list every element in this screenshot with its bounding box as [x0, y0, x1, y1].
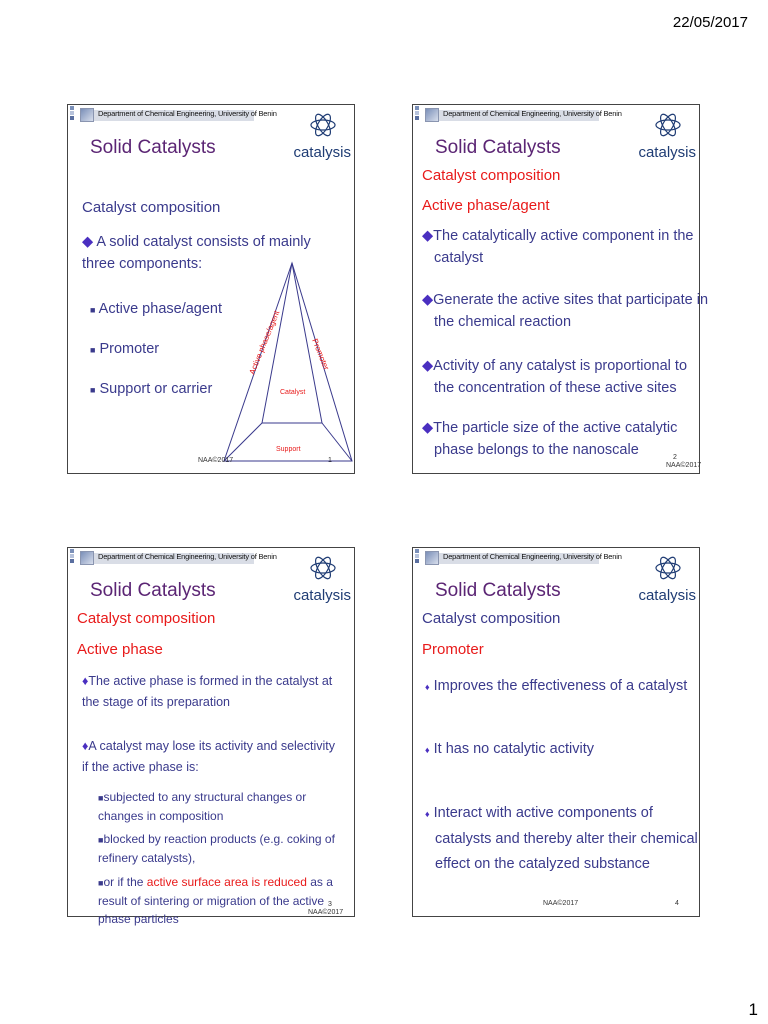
- sub-bullet-item: [98, 788, 348, 825]
- logo-text: catalysis: [638, 587, 696, 604]
- slide-subheading: Active phase: [77, 641, 163, 658]
- square-bullet-icon: ■: [90, 305, 96, 315]
- slide-number: 4: [675, 900, 679, 907]
- department-label: Department of Chemical Engineering, University of Benin: [443, 552, 622, 561]
- component-label: Promoter: [99, 341, 160, 357]
- atom-icon: [654, 108, 682, 142]
- bullet-item: [425, 738, 705, 761]
- sub-bullet-item: [98, 873, 348, 928]
- square-bullet-icon: ■: [98, 878, 104, 888]
- small-diamond-bullet-icon: ♦: [425, 809, 430, 819]
- page-number: 1: [748, 1000, 758, 1019]
- slide-title: Solid Catalysts: [435, 137, 561, 158]
- slide-heading: Catalyst composition: [77, 610, 216, 627]
- bullet-text: The particle size of the active catalytic phase belongs to the nanoscale: [433, 420, 678, 458]
- atom-icon: [309, 108, 337, 142]
- sub-bullet-text: subjected to any structural changes or changes in composition: [98, 790, 307, 823]
- slide-footer: NAA©2017: [666, 462, 702, 469]
- diamond-bullet-icon: ◆: [422, 358, 434, 374]
- diamond-bullet-icon: ◆: [422, 292, 434, 308]
- slide-number: 3: [328, 901, 332, 908]
- slide-heading: Catalyst composition: [82, 199, 221, 216]
- square-bullet-icon: ■: [90, 345, 96, 355]
- small-diamond-bullet-icon: ♦: [82, 739, 89, 753]
- bullet-item: [82, 671, 344, 713]
- slide-footer: NAA©2017: [198, 457, 234, 464]
- catalysis-logo: [640, 551, 696, 607]
- slide-3: [67, 547, 355, 926]
- catalyst-triangle-diagram: [218, 255, 354, 465]
- small-diamond-bullet-icon: ♦: [82, 674, 89, 688]
- component-item: [90, 298, 222, 321]
- department-icon: [80, 108, 94, 122]
- slide-footer: NAA©2017: [308, 909, 344, 916]
- slide-title: Solid Catalysts: [90, 137, 216, 158]
- bullet-text: A catalyst may lose its activity and selectivity if the active phase is:: [82, 739, 336, 774]
- intro-text: A solid catalyst consists of mainly three components:: [82, 234, 311, 272]
- catalysis-logo: [295, 551, 351, 607]
- slide-subheading: Promoter: [422, 641, 484, 658]
- diamond-bullet-icon: ◆: [82, 234, 94, 250]
- small-diamond-bullet-icon: ♦: [425, 682, 430, 692]
- department-label: Department of Chemical Engineering, University of Benin: [98, 109, 277, 118]
- logo-text: catalysis: [293, 587, 351, 604]
- catalysis-logo: [295, 108, 351, 164]
- diagram-label-active: Active phase/agent: [247, 309, 282, 376]
- bullet-item: [422, 355, 710, 399]
- slide-footer: NAA©2017: [543, 900, 579, 907]
- page-date: 22/05/2017: [672, 14, 748, 31]
- slide-subheading: Active phase/agent: [422, 197, 550, 214]
- slide-title: Solid Catalysts: [90, 580, 216, 601]
- slide-1: [67, 104, 355, 474]
- bullet-text: Improves the effectiveness of a catalyst: [433, 678, 688, 694]
- component-item: [90, 378, 212, 401]
- bullet-item: [425, 675, 705, 698]
- slide-number: 1: [328, 457, 332, 464]
- sub-bullet-text: blocked by reaction products (e.g. coking of refinery catalysts),: [98, 832, 335, 865]
- bullet-item: [82, 736, 344, 778]
- logo-text: catalysis: [293, 144, 351, 161]
- diagram-label-catalyst: Catalyst: [280, 389, 306, 396]
- atom-icon: [309, 551, 337, 585]
- component-label: Active phase/agent: [98, 301, 223, 317]
- component-label: Support or carrier: [99, 381, 213, 397]
- header-strip: [70, 105, 76, 125]
- bullet-text: Activity of any catalyst is proportional to the concentration of these active sites: [433, 358, 688, 396]
- bullet-item: [422, 417, 710, 461]
- diagram-label-support: Support: [276, 446, 301, 453]
- square-bullet-icon: ■: [90, 385, 96, 395]
- bullet-item: [422, 225, 710, 269]
- component-item: [90, 338, 159, 361]
- square-bullet-icon: ■: [98, 835, 104, 845]
- department-icon: [425, 108, 439, 122]
- atom-icon: [654, 551, 682, 585]
- diagram-label-promoter: Promoter: [310, 337, 331, 372]
- slide-number: 2: [673, 454, 677, 461]
- slide-title: Solid Catalysts: [435, 580, 561, 601]
- bullet-text: Interact with active components of catalysts and thereby alter their chemical effect on the catalyzed substance: [433, 805, 698, 872]
- bullet-item: [425, 801, 705, 877]
- diamond-bullet-icon: ◆: [422, 228, 434, 244]
- department-label: Department of Chemical Engineering, University of Benin: [443, 109, 622, 118]
- catalysis-logo: [640, 108, 696, 164]
- small-diamond-bullet-icon: ♦: [425, 745, 430, 755]
- department-icon: [80, 551, 94, 565]
- sub-bullet-text-highlight: active surface area is reduced: [146, 875, 307, 889]
- header-strip: [415, 105, 421, 125]
- department-icon: [425, 551, 439, 565]
- bullet-text: The catalytically active component in the catalyst: [433, 228, 694, 266]
- bullet-text: Generate the active sites that participate in the chemical reaction: [433, 292, 709, 330]
- bullet-text: It has no catalytic activity: [433, 741, 594, 757]
- slide-2: [412, 104, 709, 474]
- bullet-item: [422, 289, 710, 333]
- sub-bullet-item: [98, 830, 348, 867]
- slide-heading: Catalyst composition: [422, 167, 561, 184]
- bullet-text: The active phase is formed in the catalyst at the stage of its preparation: [82, 674, 333, 709]
- square-bullet-icon: ■: [98, 793, 104, 803]
- diamond-bullet-icon: ◆: [422, 420, 434, 436]
- slide-heading: Catalyst composition: [422, 610, 561, 627]
- department-label: Department of Chemical Engineering, University of Benin: [98, 552, 277, 561]
- header-strip: [415, 548, 421, 568]
- header-strip: [70, 548, 76, 568]
- logo-text: catalysis: [638, 144, 696, 161]
- slide-4: [412, 547, 700, 917]
- sub-bullet-text-pre: or if the: [103, 875, 147, 889]
- sub-bullet-text-post: as a result of sintering or migration of the active phase particles: [98, 875, 333, 926]
